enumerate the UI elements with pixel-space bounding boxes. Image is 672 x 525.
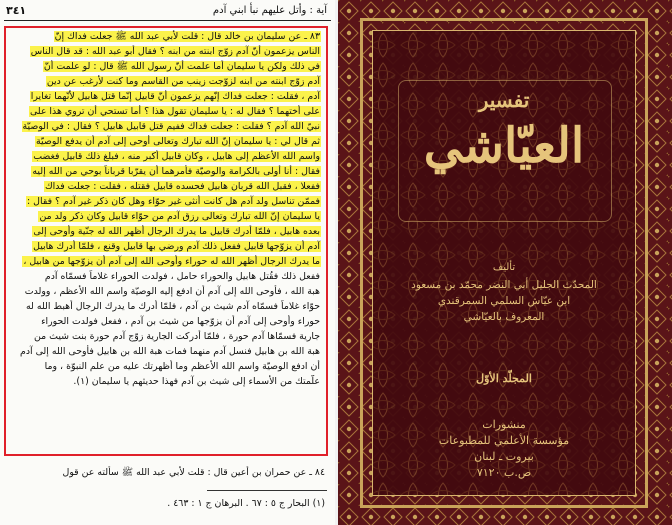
text-line: فممّن تناسل ولد آدم هل كانت أنثى غير حوّاء وهل كان ذكر غير آدم ؟ فقال :	[27, 196, 320, 207]
text-line: في ذلك ولكن يا سليمان أما علمت أنّ رسول الله ﷺ قال : لو علمت أنّ	[43, 61, 320, 72]
text-line: آدم ، فقلت : جعلت فداك إنّهم يزعمون أنّ قابيل إنّما قتل هابيل لأنّهما تغايرا	[30, 91, 320, 102]
text-line: هبة الله بن هابيل فنسل آدم منهما فمات هبة الله بن هابيل فأوحى الله إلى آدم	[20, 346, 320, 357]
author-line: المعروف بالعيّاشي	[463, 311, 545, 323]
text-line: آدم أن يزوّجها قابيل ففعل ذلك آدم ورضي بها قابيل وقنع ، فلمّا أدرك هابيل	[33, 241, 320, 252]
running-title: آية : وأتل عليهم نبأ ابني آدم	[212, 4, 327, 16]
text-line: حوراء وأوحى إلى آدم أن يزوّجها من شيث بن آدم ، ففعل فولدت الحوراء	[41, 316, 320, 327]
text-line: بعده هابيل ، فلمّا أدرك قابيل ما يدرك الرجال أظهر الله له جنّية وأوحى إلى	[33, 226, 320, 237]
text-line: واسم الله الأعظم إلى هابيل ، وكان قابيل أكبر منه ، فبلغ ذلك قابيل فغضب	[33, 151, 320, 162]
footnote: (١) البحار ج ٥ : ٦٧ . البرهان ج ١ : ٤٦٣ .	[167, 498, 325, 509]
footnote-rule	[207, 490, 327, 491]
text-line: ففعلا ، فقبل الله قربان هابيل فحسده قابيل فقتله ، فقلت : جعلت فداك	[44, 181, 320, 192]
highlighted-passage-box	[4, 26, 328, 456]
author-line: ابن عيّاش السلمي السمرقندي	[437, 295, 571, 307]
book-page	[0, 0, 335, 525]
text-line: علّمتك من الأسماء إلى شيث بن آدم فهذا حديثهم يا سليمان (١).	[73, 376, 320, 387]
text-line: ما يدرك الرجال أظهر الله له حوراء وأوحى الله إلى آدم أن يزوّجها من هابيل ،	[23, 256, 320, 267]
text-line: فقال : أنا أولى بالكرامة والوصيّة فأمرهما أن يقرّبا قرباناً بوحي من الله إليه	[32, 166, 320, 177]
text-line: الناس يزعمون أنّ آدم زوّج ابنته من ابنه ؟ فقال أبو عبد الله : قد قال الناس	[30, 46, 320, 57]
text-line: جارية فسمّاها آدم حورة ، فلمّا أدركت الجارية زوّج آدم حورة بنت شيث من	[34, 331, 320, 342]
header-rule	[4, 20, 331, 21]
author-label: تأليف	[492, 262, 516, 273]
text-line: آدم زوّج ابنته من ابنه لزوّجت زينب من القاسم وما كنت لأرغب عن دين	[46, 76, 320, 87]
next-hadith-line: ٨٤ ـ عن حمران بن أعين قال : قلت لأبي عبد الله ﷺ سألته عن قول	[62, 467, 325, 478]
volume-label: المجلّد الأوّل	[476, 372, 532, 385]
text-line: هبة الله ، فأوحى الله إلى آدم أن ادفع إليه الوصيّة واسم الله الأعظم ، وولدت	[24, 286, 320, 297]
page-header	[6, 2, 327, 18]
publisher-line: منشورات	[482, 418, 526, 431]
publisher-line: بيروت ـ لبنان	[474, 450, 534, 463]
publisher-line: مؤسسة الأعلمي للمطبوعات	[438, 434, 570, 447]
text-line: ٨٣ ـ عن سليمان بن خالد قال : قلت لأبي عبد الله ﷺ جعلت فداك إنّ	[54, 31, 320, 42]
publisher-line: ص.ب ٧١٢٠	[476, 466, 532, 479]
text-line: ثم قال لي : يا سليمان إنّ الله تبارك وتعالى أوحى إلى آدم أن يدفع الوصيّة	[36, 136, 320, 147]
book-cover	[338, 0, 672, 525]
text-line: ففعل ذلك فقُتل هابيل والحوراء حامل ، فولدت الحوراء غلاماً فسمّاه آدم	[44, 271, 320, 282]
text-line: أن ادفع الوصيّة واسم الله الأعظم وما أظهرتك عليه من علم النبوّة ، وما	[44, 361, 320, 372]
text-line: يا سليمان إنّ الله تبارك وتعالى رزق آدم من حوّاء قابيل وكان ذكر ولد من	[39, 211, 320, 222]
text-line: حوّاء غلاماً فسمّاه آدم شيث بن آدم ، فلمّا أدرك ما يدرك الرجال أهبط الله له	[26, 301, 320, 312]
author-line: المحدّث الجليل أبي النضر محمّد بن مسعود	[411, 279, 597, 291]
page-number: ٣٤١	[6, 3, 27, 17]
cover-subtitle: تفسير	[478, 88, 530, 112]
cover-title: العيّاشي	[423, 118, 585, 174]
text-line: على أختهما ؟ فقال له : يا سليمان تقول هذا ؟ أما تستحي أن تروي هذا على	[29, 106, 320, 117]
text-line: نبيّ الله آدم ؟ فقلت : جعلت فداك ففيم قتل قابيل هابيل ؟ فقال : في الوصيّة	[22, 121, 320, 132]
